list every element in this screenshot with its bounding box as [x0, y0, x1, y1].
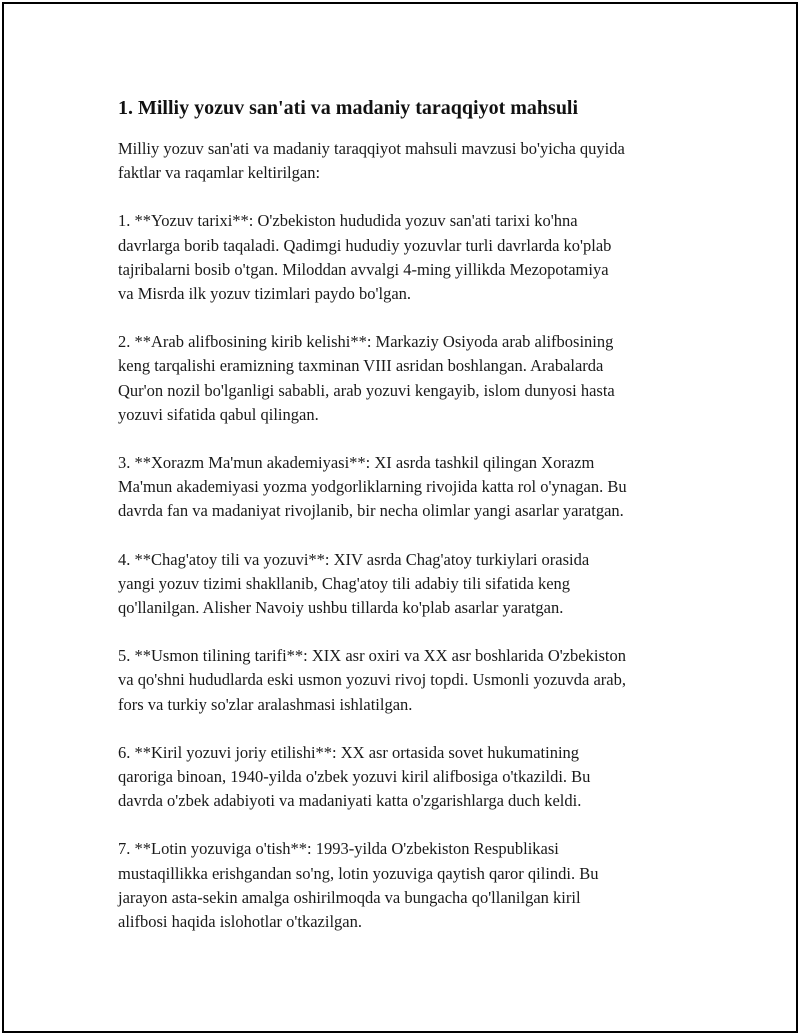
text-line: yozuvi sifatida qabul qilingan. — [118, 404, 319, 424]
text-line: davrda o'zbek adabiyoti va madaniyati katta o'zgarishlarga duch keldi. — [118, 791, 582, 811]
text-line: faktlar va raqamlar keltirilgan: — [118, 163, 321, 183]
text-line: alifbosi haqida islohotlar o'tkazilgan. — [118, 912, 362, 932]
document-body — [118, 96, 698, 958]
list-item — [118, 644, 698, 717]
text-line: fors va turkiy so'zlar aralashmasi ishlatilgan. — [118, 694, 413, 714]
text-line: Ma'mun akademiyasi yozma yodgorliklarning rivojida katta rol o'ynagan. Bu — [118, 477, 627, 497]
text-line: 6. **Kiril yozuvi joriy etilishi**: XX asr ortasida sovet hukumatining — [118, 742, 580, 762]
text-line: yangi yozuv tizimi shakllanib, Chag'atoy tili adabiy tili sifatida keng — [118, 573, 571, 593]
list-item — [118, 330, 698, 427]
text-line: qo'llanilgan. Alisher Navoiy ushbu tillarda ko'plab asarlar yaratgan. — [118, 598, 564, 618]
text-line: Qur'on nozil bo'lganligi sababli, arab yozuvi kengayib, islom dunyosi hasta — [118, 380, 615, 400]
text-line: 4. **Chag'atoy tili va yozuvi**: XIV asrda Chag'atoy turkiylari orasida — [118, 549, 590, 569]
text-line: 3. **Xorazm Ma'mun akademiyasi**: XI asrda tashkil qilingan Xorazm — [118, 453, 595, 473]
text-line: tajribalarni bosib o'tgan. Miloddan avvalgi 4-ming yillikda Mezopotamiya — [118, 259, 609, 279]
list-item — [118, 741, 698, 814]
list-item — [118, 451, 698, 524]
intro-paragraph — [118, 137, 698, 185]
list-item — [118, 548, 698, 621]
text-line: davrda fan va madaniyat rivojlanib, bir necha olimlar yangi asarlar yaratgan. — [118, 501, 624, 521]
text-line: Milliy yozuv san'ati va madaniy taraqqiyot mahsuli mavzusi bo'yicha quyida — [118, 139, 625, 158]
text-line: mustaqillikka erishgandan so'ng, lotin yozuviga qaytish qaror qilindi. Bu — [118, 863, 599, 883]
text-line: 1. **Yozuv tarixi**: O'zbekiston hududida yozuv san'ati tarixi ko'hna — [118, 211, 578, 231]
text-line: keng tarqalishi eramizning taxminan VIII asridan boshlangan. Arabalarda — [118, 356, 604, 376]
text-line: 5. **Usmon tilining tarifi**: XIX asr oxiri va XX asr boshlarida O'zbekiston — [118, 646, 626, 666]
text-line: va qo'shni hududlarda eski usmon yozuvi rivoj topdi. Usmonli yozuvda arab, — [118, 670, 626, 690]
page-title: 1. Milliy yozuv san'ati va madaniy taraqqiyot mahsuli — [118, 97, 579, 119]
text-line: 7. **Lotin yozuviga o'tish**: 1993-yilda O'zbekiston Respublikasi — [118, 839, 559, 859]
text-line: qaroriga binoan, 1940-yilda o'zbek yozuvi kiril alifbosiga o'tkazildi. Bu — [118, 767, 591, 787]
text-line: 2. **Arab alifbosining kirib kelishi**: Markaziy Osiyoda arab alifbosining — [118, 332, 614, 352]
text-line: va Misrda ilk yozuv tizimlari paydo bo'lgan. — [118, 284, 412, 304]
list-item — [118, 837, 698, 934]
list-item — [118, 209, 698, 306]
text-line: davrlarga borib taqaladi. Qadimgi hududiy yozuvlar turli davrlarda ko'plab — [118, 235, 612, 255]
text-line: jarayon asta-sekin amalga oshirilmoqda va bungacha qo'llanilgan kiril — [118, 887, 581, 907]
